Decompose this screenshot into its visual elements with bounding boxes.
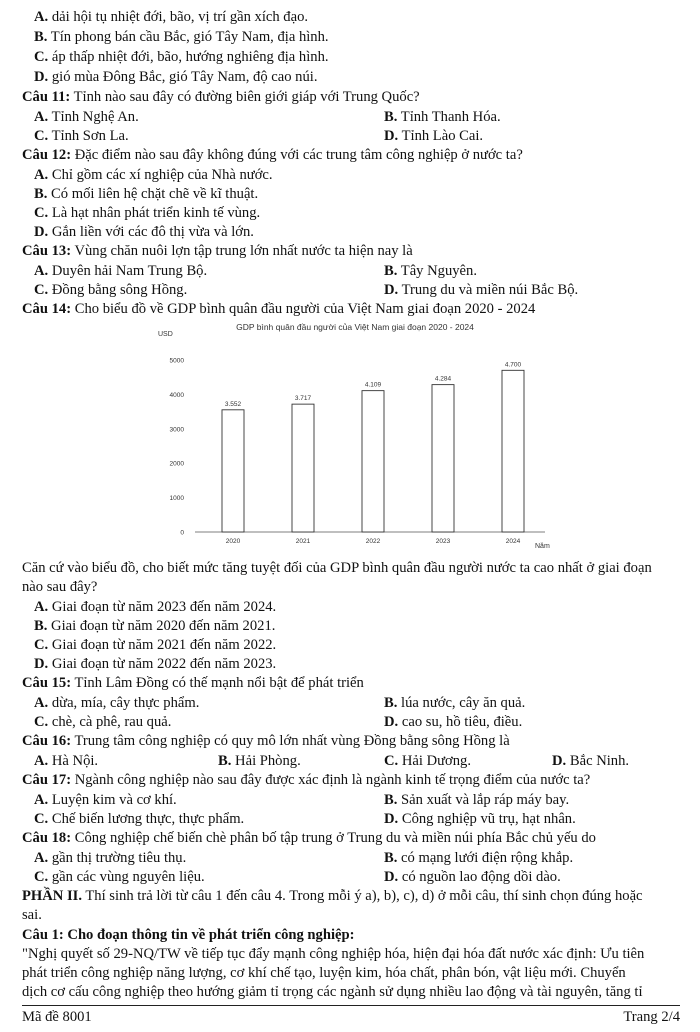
- q12-option-b: B. Có mối liên hệ chặt chẽ về kĩ thuật.: [34, 186, 259, 202]
- question-15: Câu 15: Tỉnh Lâm Đồng có thế mạnh nổi bật để phát triển: [22, 675, 364, 691]
- part-2-question-1-title: Câu 1: Cho đoạn thông tin về phát triển công nghiệp:: [22, 927, 355, 943]
- y-tick-label: 3000: [169, 426, 184, 434]
- x-tick-label: 2021: [295, 538, 311, 545]
- q16-row: A. Hà Nội. B. Hải Phòng. C. Hải Dương. D. Bắc Ninh.: [34, 753, 630, 769]
- question-18: Câu 18: Công nghiệp chế biến chè phân bố tập trung ở Trung du và miền núi phía Bắc chủ yếu do: [22, 830, 596, 846]
- bar-value-label: 4.109: [364, 381, 382, 389]
- bar-value-label: 4.284: [434, 375, 452, 383]
- q12-option-c: C. Là hạt nhân phát triển kinh tế vùng.: [34, 205, 261, 221]
- y-axis-label: USD: [158, 331, 173, 338]
- bar-2021: [292, 404, 314, 532]
- part-2-instructions-line-2: sai.: [22, 907, 42, 923]
- q18-row-2: C. gần các vùng nguyên liệu. D. có nguồn lao động dồi dào.: [34, 869, 561, 885]
- bar-2023: [432, 385, 454, 532]
- question-17: Câu 17: Ngành công nghiệp nào sau đây được xác định là ngành kinh tế trọng điểm của nước ta?: [22, 772, 591, 788]
- q14-option-d: D. Giai đoạn từ năm 2022 đến năm 2023.: [34, 656, 277, 672]
- q13-row-1: A. Duyên hải Nam Trung Bộ. B. Tây Nguyên.: [34, 263, 477, 279]
- passage-line-3: dịch cơ cấu công nghiệp theo hướng giảm tỉ trọng các ngành sử dụng nhiều lao động và tài nguyên, tăng tỉ: [22, 984, 643, 1000]
- q12-option-d: D. Gắn liền với các đô thị vừa và lớn.: [34, 224, 254, 240]
- q14-option-a: A. Giai đoạn từ năm 2023 đến năm 2024.: [34, 599, 277, 615]
- x-tick-label: 2020: [225, 538, 241, 545]
- x-axis-label: Năm: [535, 543, 550, 550]
- q13-row-2: C. Đồng bằng sông Hồng. D. Trung du và miền núi Bắc Bộ.: [34, 282, 579, 298]
- passage-line-2: phát triển công nghiệp năng lượng, cơ khí chế tạo, luyện kim, hóa chất, phân bón, vật liệu mới. Chuyển: [22, 965, 626, 981]
- exam-code: Mã đề 8001: [22, 1009, 92, 1025]
- gdp-bar-chart: [150, 318, 560, 554]
- option-c: C. áp thấp nhiệt đới, bão, hướng nghiêng địa hình.: [34, 49, 329, 65]
- bar-2022: [362, 391, 384, 532]
- option-a: A. dải hội tụ nhiệt đới, bão, vị trí gần xích đạo.: [34, 9, 309, 25]
- x-tick-label: 2022: [365, 538, 381, 545]
- q14-option-b: B. Giai đoạn từ năm 2020 đến năm 2021.: [34, 618, 276, 634]
- q17-row-2: C. Chế biến lương thực, thực phẩm. D. Công nghiệp vũ trụ, hạt nhân.: [34, 811, 576, 827]
- y-tick-label: 2000: [169, 460, 184, 468]
- page-number: Trang 2/4: [623, 1009, 680, 1025]
- q15-row-1: A. dừa, mía, cây thực phẩm. B. lúa nước, cây ăn quả.: [34, 695, 526, 711]
- q18-row-1: A. gần thị trường tiêu thụ. B. có mạng lưới điện rộng khắp.: [34, 850, 574, 866]
- x-tick-label: 2023: [435, 538, 451, 545]
- q14-question-line-2: nào sau đây?: [22, 579, 98, 595]
- q14-option-c: C. Giai đoạn từ năm 2021 đến năm 2022.: [34, 637, 277, 653]
- part-2-instructions-line-1: PHẦN II. Thí sinh trả lời từ câu 1 đến câu 4. Trong mỗi ý a), b), c), d) ở mỗi câu, thí sinh chọn đúng hoặc: [22, 888, 643, 904]
- y-tick-label: 4000: [169, 391, 184, 399]
- question-11: Câu 11: Tỉnh nào sau đây có đường biên giới giáp với Trung Quốc?: [22, 89, 420, 105]
- bar-2024: [502, 370, 524, 532]
- q11-row-1: A. Tỉnh Nghệ An. B. Tỉnh Thanh Hóa.: [34, 109, 501, 125]
- x-tick-label: 2024: [505, 538, 521, 545]
- option-d: D. gió mùa Đông Bắc, gió Tây Nam, độ cao núi.: [34, 69, 318, 85]
- q15-row-2: C. chè, cà phê, rau quả. D. cao su, hồ tiêu, điều.: [34, 714, 523, 730]
- q14-question-line-1: Căn cứ vào biểu đồ, cho biết mức tăng tuyệt đối của GDP bình quân đầu người nước ta cao nhất ở giai đoạn: [22, 560, 652, 576]
- y-tick-label: 5000: [169, 357, 184, 365]
- passage-line-1: "Nghị quyết số 29-NQ/TW về tiếp tục đẩy mạnh công nghiệp hóa, hiện đại hóa đất nước xác định: Ưu tiên: [22, 946, 645, 962]
- question-12: Câu 12: Đặc điểm nào sau đây không đúng với các trung tâm công nghiệp ở nước ta?: [22, 147, 523, 163]
- y-tick-label: 1000: [169, 495, 184, 503]
- question-14: Câu 14: Cho biểu đồ về GDP bình quân đầu người của Việt Nam giai đoạn 2020 - 2024: [22, 301, 536, 317]
- q11-row-2: C. Tỉnh Sơn La. D. Tỉnh Lào Cai.: [34, 128, 484, 144]
- bar-2020: [222, 410, 244, 532]
- y-tick-label: 0: [180, 529, 184, 537]
- q17-row-1: A. Luyện kim và cơ khí. B. Sản xuất và lắp ráp máy bay.: [34, 792, 570, 808]
- option-b: B. Tín phong bán cầu Bắc, gió Tây Nam, địa hình.: [34, 29, 329, 45]
- bar-value-label: 3.717: [294, 395, 312, 403]
- q12-option-a: A. Chỉ gồm các xí nghiệp của Nhà nước.: [34, 167, 273, 183]
- question-13: Câu 13: Vùng chăn nuôi lợn tập trung lớn nhất nước ta hiện nay là: [22, 243, 413, 259]
- question-16: Câu 16: Trung tâm công nghiệp có quy mô lớn nhất vùng Đồng bằng sông Hồng là: [22, 733, 510, 749]
- page-footer: [22, 1005, 680, 1028]
- bar-value-label: 4.700: [504, 361, 522, 369]
- bar-value-label: 3.552: [224, 400, 242, 408]
- chart-title: GDP bình quân đầu người của Việt Nam giai đoạn 2020 - 2024: [236, 322, 474, 332]
